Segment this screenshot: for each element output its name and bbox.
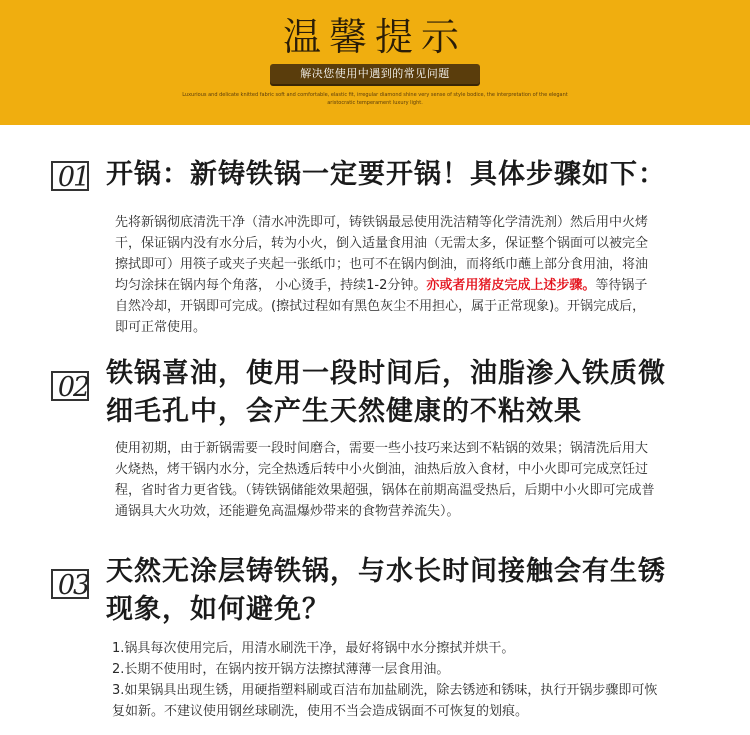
- subtitle-bar: [270, 64, 480, 84]
- section-number-box: [51, 371, 89, 401]
- highlight-text: 亦或者用猪皮完成上述步骤。: [426, 278, 596, 293]
- section-number-box: [51, 161, 89, 191]
- list-item: 3.如果锅具出现生锈，用硬指塑料刷或百洁布加盐刷洗，除去锈迹和锈味，执行开锅步骤即可恢复如新。不建议使用钢丝球刷洗，使用不当会造成锅面不可恢复的划痕。: [112, 683, 658, 719]
- page-title: 温馨提示: [282, 15, 467, 59]
- header-banner: [0, 0, 750, 125]
- section-heading: 铁锅喜油，使用一段时间后，油脂渗入铁质微细毛孔中，会产生天然健康的不粘效果: [106, 358, 666, 427]
- section-number-box: [51, 569, 89, 599]
- english-tagline: Luxurious and delicate knitted fabric soft and comfortable, elastic fit, irregular diamond shine very sense of style bodice, the interpretation of the elegant aristocratic temperament luxury light.: [182, 92, 568, 106]
- section-number: 03: [57, 570, 89, 601]
- section-heading: 开锅：新铸铁锅一定要开锅！具体步骤如下：: [106, 159, 666, 190]
- section-number: 01: [57, 162, 89, 193]
- list-item: 1.锅具每次使用完后，用清水刷洗干净，最好将锅中水分擦拭并烘干。: [112, 641, 515, 656]
- left-ornament: [256, 72, 268, 76]
- section-body: [115, 212, 655, 338]
- section-heading: 天然无涂层铸铁锅，与水长时间接触会有生锈现象，如何避免？: [106, 556, 666, 625]
- body-text: 先将新锅彻底清洗干净（清水冲洗即可，铸铁锅最忌使用洗洁精等化学清洗剂）然后用中火烤干，保证锅内没有水分后，转为小火，倒入适量食用油（无需太多，保证整个锅面可以被完全擦拭即可）用筷子或夹子夹起一张纸巾；也可不在锅内倒油，而将纸巾蘸上部分食用油，将油均匀涂抹在锅内每个角落， 小心烫手，持续1-2分钟。: [115, 215, 649, 293]
- section-body: 使用初期，由于新锅需要一段时间磨合，需要一些小技巧来达到不粘锅的效果；锅清洗后用大火烧热，烤干锅内水分，完全热透后转中小火倒油，油热后放入食材，中小火即可完成烹饪过程，省时省力更省钱。（铸铁锅储能效果超强，锅体在前期高温受热后，后期中小火即可完成普通锅具大火功效，还能避免高温爆炒带来的食物营养流失）。: [115, 441, 655, 519]
- section-list: [112, 638, 667, 722]
- right-ornament: [482, 72, 494, 76]
- section-number: 02: [57, 372, 89, 403]
- list-item: 2.长期不使用时，在锅内按开锅方法擦拭薄薄一层食用油。: [112, 662, 450, 677]
- body-text: 等待锅子自然冷却，开锅即可完成。(擦拭过程如有黑色灰尘不用担心，属于正常现象)。开锅完成后，即可正常使用。: [115, 278, 648, 335]
- subtitle-text: 解决您使用中遇到的常见问题: [300, 67, 450, 80]
